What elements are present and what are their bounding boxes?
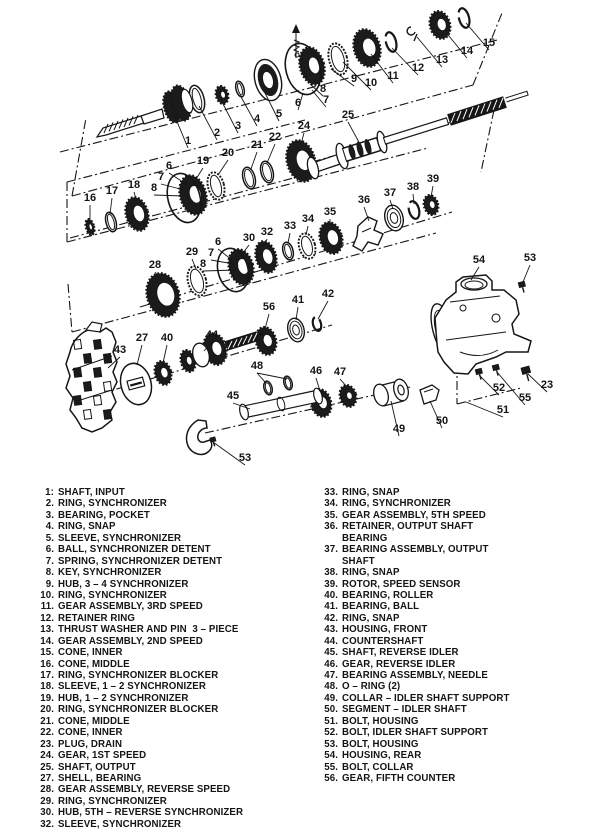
callout-leader xyxy=(318,301,328,319)
part-name: HUB, 5TH – REVERSE SYNCHRONIZER xyxy=(58,807,244,819)
callout-leader xyxy=(251,152,257,169)
part-number: 56. xyxy=(324,772,338,784)
part-number: 12. xyxy=(40,612,54,624)
callout-number: 29 xyxy=(185,246,199,258)
parts-list-item xyxy=(36,521,316,532)
parts-list-item xyxy=(36,762,316,773)
part-name: SHAFT, OUTPUT xyxy=(58,761,136,773)
callout-number: 2 xyxy=(213,127,221,139)
gear-part xyxy=(152,359,174,386)
callout-number: 28 xyxy=(148,259,162,271)
parts-list-item xyxy=(320,624,600,635)
part-name: SHAFT, INPUT xyxy=(58,487,125,498)
parts-list-item xyxy=(320,670,600,681)
ring-part xyxy=(282,375,293,391)
part-number: 52. xyxy=(324,727,338,739)
callout-number: 54 xyxy=(472,254,486,266)
callout-number: 37 xyxy=(383,187,397,199)
callout-number: 24 xyxy=(297,120,311,132)
callout-number: 33 xyxy=(283,220,297,232)
shell-bearing-part xyxy=(116,360,156,408)
ring-part xyxy=(104,211,119,233)
part-name-continuation: SHAFT xyxy=(342,555,375,567)
idler-shaft-segment xyxy=(420,385,439,404)
parts-list-item xyxy=(36,716,316,727)
callout-leader xyxy=(265,314,269,329)
part-name: GEAR ASSEMBLY, 3RD SPEED xyxy=(58,601,203,613)
parts-list-item xyxy=(36,727,316,738)
part-name: GEAR, REVERSE IDLER xyxy=(342,658,456,670)
callout-number: 27 xyxy=(135,332,149,344)
part-number: 4. xyxy=(45,521,54,533)
phantom-line xyxy=(68,284,72,332)
part-number: 35. xyxy=(324,509,338,521)
callout-number: 55 xyxy=(518,392,532,404)
part-name: SLEEVE, 1 – 2 SYNCHRONIZER xyxy=(58,681,206,693)
part-name: GEAR ASSEMBLY, 5TH SPEED xyxy=(342,509,486,521)
part-number: 47. xyxy=(324,670,338,681)
parts-list-item xyxy=(36,567,316,578)
part-number: 9. xyxy=(45,578,54,590)
part-name: BEARING ASSEMBLY, OUTPUT xyxy=(342,544,489,556)
parts-list-item xyxy=(36,533,316,544)
part-name: COUNTERSHAFT xyxy=(342,635,424,647)
callout-leader xyxy=(288,233,290,243)
part-name: RING, SYNCHRONIZER xyxy=(58,795,167,807)
part-name: SLEEVE, SYNCHRONIZER xyxy=(58,532,182,544)
part-name: RING, SYNCHRONIZER BLOCKER xyxy=(58,670,219,681)
part-name: COLLAR – IDLER SHAFT SUPPORT xyxy=(342,692,510,704)
part-number: 40. xyxy=(324,589,338,601)
part-name: ROTOR, SPEED SENSOR xyxy=(342,578,461,590)
front-housing xyxy=(66,322,117,432)
part-number: 14. xyxy=(40,635,54,647)
callout-number: 53 xyxy=(238,452,252,464)
part-name: RING, SYNCHRONIZER xyxy=(58,589,167,601)
parts-list-item xyxy=(36,601,316,612)
part-number: 8. xyxy=(45,567,54,579)
parts-list-item xyxy=(320,704,600,715)
part-number: 3. xyxy=(45,509,54,521)
callout-number: 53 xyxy=(523,252,537,264)
parts-list-item xyxy=(320,716,600,727)
parts-list-item xyxy=(36,636,316,647)
part-name: RETAINER RING xyxy=(58,612,136,624)
parts-list-left-column xyxy=(36,487,316,830)
parts-list-item xyxy=(36,773,316,784)
callout-number: 43 xyxy=(113,344,127,356)
parts-list-item xyxy=(320,750,600,761)
parts-list-item xyxy=(320,498,600,509)
part-name: HUB, 1 – 2 SYNCHRONIZER xyxy=(58,692,189,704)
part-name: HOUSING, FRONT xyxy=(342,624,428,636)
parts-list-item xyxy=(36,704,316,715)
part-number: 30. xyxy=(40,807,54,819)
callout-number: 19 xyxy=(196,155,210,167)
callout-number: 44 xyxy=(205,329,219,341)
parts-list-item xyxy=(320,567,600,578)
part-name: GEAR, 1ST SPEED xyxy=(58,750,147,762)
part-name: HUB, 3 – 4 SYNCHRONIZER xyxy=(58,578,189,590)
callout-number: 45 xyxy=(226,390,240,402)
callout-number: 41 xyxy=(291,294,305,306)
parts-list-item xyxy=(320,579,600,590)
part-number: 1: xyxy=(45,487,54,498)
part-number: 32. xyxy=(40,818,54,830)
callout-leader xyxy=(110,198,112,214)
part-number: 44. xyxy=(324,635,338,647)
part-name: SLEEVE, SYNCHRONIZER xyxy=(58,818,182,830)
callout-number: 8 xyxy=(199,258,207,270)
parts-list-item xyxy=(36,739,316,750)
callout-leader xyxy=(306,226,308,235)
callout-leader xyxy=(218,160,228,175)
callout-number: 25 xyxy=(341,109,355,121)
callout-leader xyxy=(348,122,361,146)
part-name: PLUG, DRAIN xyxy=(58,738,123,750)
part-name: SEGMENT – IDLER SHAFT xyxy=(342,704,467,716)
callout-leader xyxy=(137,345,142,365)
parts-list-item xyxy=(36,487,316,498)
part-name: BEARING, ROLLER xyxy=(342,589,434,601)
callout-number: 30 xyxy=(242,232,256,244)
callout-number: 8 xyxy=(150,182,158,194)
part-number: 42. xyxy=(324,612,338,624)
part-number: 55. xyxy=(324,761,338,773)
callout-number: 6 xyxy=(214,236,222,248)
callout-leader xyxy=(267,144,275,163)
part-name: RETAINER, OUTPUT SHAFT xyxy=(342,521,474,533)
bolt xyxy=(518,281,527,293)
bearing-part xyxy=(250,56,286,103)
phantom-line xyxy=(473,13,502,85)
parts-list-item xyxy=(36,544,316,555)
part-number: 46. xyxy=(324,658,338,670)
callout-number: 13 xyxy=(435,54,449,66)
phantom-line xyxy=(72,233,436,332)
callout-number: 56 xyxy=(262,301,276,313)
part-name: BEARING ASSEMBLY, NEEDLE xyxy=(342,670,488,681)
part-name: HOUSING, REAR xyxy=(342,750,422,762)
parts-list-item xyxy=(320,613,600,624)
parts-list-item xyxy=(320,773,600,784)
parts-list-item xyxy=(36,670,316,681)
part-number: 6. xyxy=(45,544,54,556)
part-number: 50. xyxy=(324,704,338,716)
callout-number: 48 xyxy=(250,360,264,372)
part-name-continuation: BEARING xyxy=(342,532,388,544)
part-number: 16. xyxy=(40,658,54,670)
callout-number: 38 xyxy=(406,181,420,193)
part-name: GEAR ASSEMBLY, REVERSE SPEED xyxy=(58,784,231,796)
part-name: CONE, INNER xyxy=(58,727,123,739)
part-name: BOLT, COLLAR xyxy=(342,761,414,773)
part-number: 27. xyxy=(40,772,54,784)
parts-list-item xyxy=(320,590,600,601)
output-shaft xyxy=(305,93,528,180)
parts-list-item xyxy=(320,544,600,555)
parts-list-item xyxy=(320,510,600,521)
part-number: 18. xyxy=(40,681,54,693)
part-number: 38. xyxy=(324,567,338,579)
callout-leader xyxy=(523,265,530,282)
part-name: BALL, SYNCHRONIZER DETENT xyxy=(58,544,211,556)
callout-number: 18 xyxy=(127,179,141,191)
callout-number: 39 xyxy=(426,173,440,185)
snap-ring-part xyxy=(384,31,399,53)
part-name: O – RING (2) xyxy=(342,681,401,693)
callout-number: 22 xyxy=(268,131,282,143)
parts-list-item xyxy=(36,624,316,635)
callout-number: 7 xyxy=(207,247,215,259)
gear-part xyxy=(225,247,257,288)
part-name: GEAR ASSEMBLY, 2ND SPEED xyxy=(58,635,203,647)
part-name: BOLT, HOUSING xyxy=(342,715,419,727)
callout-number: 7 xyxy=(322,94,330,106)
parts-list-item xyxy=(36,807,316,818)
part-name: RING, SNAP xyxy=(342,487,400,498)
parts-list-item xyxy=(36,784,316,795)
part-number: 2. xyxy=(45,498,54,510)
callout-number: 6 xyxy=(294,97,302,109)
parts-list-item xyxy=(320,521,600,532)
callout-number: 11 xyxy=(387,70,399,82)
part-number: 37. xyxy=(324,544,338,556)
gear-part xyxy=(337,383,358,408)
part-number: 41. xyxy=(324,601,338,613)
part-number: 17. xyxy=(40,670,54,681)
part-number: 29. xyxy=(40,795,54,807)
callout-number: 21 xyxy=(250,139,264,151)
part-name: BOLT, HOUSING xyxy=(342,738,419,750)
callout-number: 34 xyxy=(301,213,315,225)
callout-leader xyxy=(413,194,414,204)
callout-number: 50 xyxy=(435,415,449,427)
callout-number: 7 xyxy=(157,171,165,183)
part-name: SHELL, BEARING xyxy=(58,772,142,784)
part-number: 5. xyxy=(45,532,54,544)
gear-part xyxy=(252,239,280,275)
parts-list-item xyxy=(36,750,316,761)
part-number: 21. xyxy=(40,715,54,727)
part-number: 13. xyxy=(40,624,54,636)
rear-housing xyxy=(435,275,531,374)
part-number: 39. xyxy=(324,578,338,590)
callout-number: 5 xyxy=(275,108,283,120)
phantom-line xyxy=(457,388,521,404)
callout-number: 17 xyxy=(105,185,119,197)
part-name: RING, SYNCHRONIZER xyxy=(58,498,167,510)
part-number: 10. xyxy=(40,589,54,601)
phantom-line xyxy=(72,118,86,196)
parts-list-item xyxy=(320,487,600,498)
part-name: BEARING, BALL xyxy=(342,601,420,613)
part-name: RING, SNAP xyxy=(342,567,400,579)
bearing-part xyxy=(382,203,406,233)
part-name: BEARING, POCKET xyxy=(58,509,150,521)
ring-part xyxy=(262,380,273,396)
bolt xyxy=(521,366,532,382)
part-number: 51. xyxy=(324,715,338,727)
callout-number: 23 xyxy=(540,379,554,391)
callout-number: 36 xyxy=(357,194,371,206)
callout-number: 4 xyxy=(253,113,261,125)
gear-part xyxy=(122,195,152,234)
part-number: 34. xyxy=(324,498,338,510)
callout-number: 14 xyxy=(460,45,474,57)
callout-number: 47 xyxy=(333,366,347,378)
snap-ring-part xyxy=(311,316,322,332)
callout-number: 8 xyxy=(319,83,327,95)
parts-list-item xyxy=(36,579,316,590)
ring-part xyxy=(281,241,295,261)
callout-number: 6 xyxy=(165,160,173,172)
gear-part xyxy=(350,26,385,69)
ring-part xyxy=(296,231,318,260)
callout-number: 49 xyxy=(392,423,406,435)
ring-part xyxy=(240,166,257,190)
part-name: RING, SNAP xyxy=(342,612,400,624)
parts-list-item xyxy=(320,681,600,692)
parts-list-item xyxy=(320,636,600,647)
idler-support-bracket xyxy=(186,420,211,454)
part-number: 23. xyxy=(40,738,54,750)
part-name: CONE, INNER xyxy=(58,647,123,659)
parts-list-item xyxy=(36,556,316,567)
part-number: 33. xyxy=(324,487,338,498)
bearing-retainer xyxy=(353,217,383,251)
snap-ring-part xyxy=(457,7,472,29)
part-name: SHAFT, REVERSE IDLER xyxy=(342,647,459,659)
parts-list-item xyxy=(320,693,600,704)
part-number: 19. xyxy=(40,692,54,704)
part-name: RING, SNAP xyxy=(58,521,116,533)
phantom-line xyxy=(481,110,494,172)
parts-list-item xyxy=(320,739,600,750)
callout-number: 40 xyxy=(160,332,174,344)
gear-part xyxy=(175,172,210,217)
part-number: 28. xyxy=(40,784,54,796)
part-name: THRUST WASHER AND PIN 3 – PIECE xyxy=(58,624,239,636)
part-name: RING, SYNCHRONIZER BLOCKER xyxy=(58,704,219,716)
part-number: 15. xyxy=(40,647,54,659)
part-name: RING, SYNCHRONIZER xyxy=(342,498,451,510)
parts-list-item xyxy=(36,659,316,670)
part-name: SPRING, SYNCHRONIZER DETENT xyxy=(58,555,223,567)
parts-list-item xyxy=(320,601,600,612)
part-name: CONE, MIDDLE xyxy=(58,658,130,670)
callout-number: 32 xyxy=(260,226,274,238)
callout-number: 16 xyxy=(83,192,97,204)
part-number: 43. xyxy=(324,624,338,636)
parts-list-right-column xyxy=(320,487,600,784)
part-number: 45. xyxy=(324,647,338,659)
part-number: 36. xyxy=(324,521,338,533)
bearing-part xyxy=(285,316,307,343)
parts-list-item xyxy=(320,762,600,773)
part-name: BOLT, IDLER SHAFT SUPPORT xyxy=(342,727,489,739)
parts-list-item xyxy=(36,590,316,601)
part-name: CONE, MIDDLE xyxy=(58,715,130,727)
callout-leader xyxy=(163,345,167,363)
callout-number: 10 xyxy=(364,77,378,89)
callout-number: 20 xyxy=(221,147,235,159)
parts-list-item xyxy=(36,647,316,658)
callout-number: 42 xyxy=(321,288,335,300)
callout-number: 52 xyxy=(492,382,506,394)
callout-number: 35 xyxy=(323,206,337,218)
parts-list-item xyxy=(36,613,316,624)
parts-list-item xyxy=(320,647,600,658)
part-number: 48. xyxy=(324,681,338,693)
parts-list-item xyxy=(36,498,316,509)
part-number: 25. xyxy=(40,761,54,773)
part-number: 24. xyxy=(40,750,54,762)
parts-list-item xyxy=(36,510,316,521)
ring-part xyxy=(325,41,351,77)
part-number: 20. xyxy=(40,704,54,716)
part-number: 49. xyxy=(324,692,338,704)
parts-list-item xyxy=(36,796,316,807)
part-name: GEAR, FIFTH COUNTER xyxy=(342,772,456,784)
callout-number: 9 xyxy=(350,73,358,85)
part-number: 11. xyxy=(40,601,54,613)
parts-list-item xyxy=(320,659,600,670)
callout-number: 15 xyxy=(482,37,496,49)
callout-leader xyxy=(196,168,203,179)
gear-part xyxy=(142,270,184,321)
parts-list-item xyxy=(320,727,600,738)
callout-number: 46 xyxy=(309,365,323,377)
gear-part xyxy=(316,220,346,257)
callout-number: 3 xyxy=(234,120,242,132)
parts-list-item xyxy=(36,693,316,704)
ring-part xyxy=(258,160,275,184)
parts-list-item xyxy=(36,819,316,830)
reverse-idler-shaft xyxy=(238,387,324,421)
part-number: 22. xyxy=(40,727,54,739)
part-name: KEY, SYNCHRONIZER xyxy=(58,567,162,579)
callout-number: 51 xyxy=(496,404,510,416)
part-number: 7. xyxy=(45,555,54,567)
parts-list-item xyxy=(36,681,316,692)
callout-number: 12 xyxy=(411,62,425,74)
part-number: 53. xyxy=(324,738,338,750)
callout-leader xyxy=(340,379,347,387)
part-number: 54. xyxy=(324,750,338,762)
callout-number: 1 xyxy=(184,135,192,147)
